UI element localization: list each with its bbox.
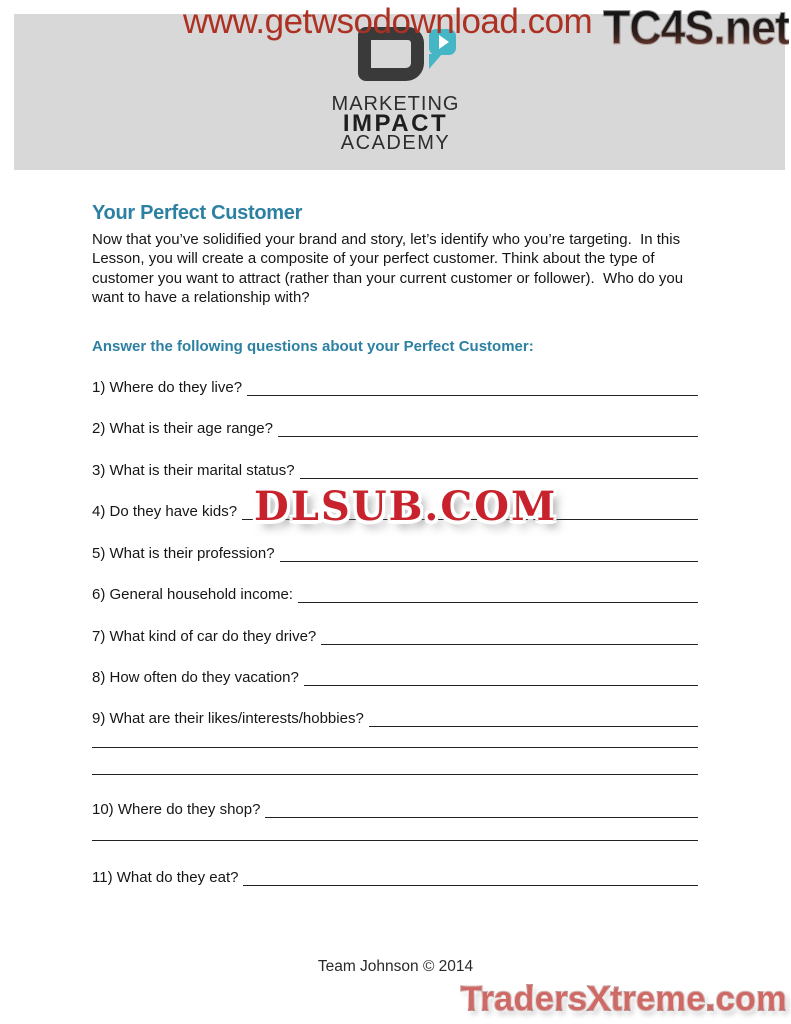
question-row-10 — [92, 801, 698, 818]
watermark-dlsub: DLSUB.COM — [254, 483, 558, 530]
watermark-top-url: www.getwsodownload.com — [183, 2, 593, 41]
question-label: 2) What is their age range? — [92, 420, 273, 437]
footer-copyright: Team Johnson © 2014 — [317, 958, 474, 975]
answer-line — [278, 421, 698, 437]
question-row-11 — [92, 869, 698, 886]
question-row-6 — [92, 586, 698, 603]
answer-line — [300, 463, 698, 479]
answer-line — [280, 546, 698, 562]
question-label: 5) What is their profession? — [92, 545, 275, 562]
questions-prompt: Answer the following questions about your Perfect Customer: — [92, 338, 534, 355]
answer-line — [321, 629, 698, 645]
question-label: 4) Do they have kids? — [92, 503, 238, 520]
question-label: 1) Where do they live? — [92, 379, 243, 396]
question-row-1 — [92, 379, 698, 396]
brand-line-marketing: MARKETING — [331, 93, 460, 115]
question-row-7 — [92, 628, 698, 645]
question-row-9 — [92, 710, 698, 727]
question-row-5 — [92, 545, 698, 562]
watermark-tradersxtreme: TradersXtreme.com — [461, 980, 787, 1018]
answer-line-extra — [92, 774, 698, 775]
question-row-3 — [92, 462, 698, 479]
answer-line — [369, 711, 698, 727]
page-title: Your Perfect Customer — [92, 202, 303, 224]
question-label: 6) General household income: — [92, 586, 293, 603]
brand-line-impact: IMPACT — [342, 110, 449, 137]
answer-line-extra — [92, 840, 698, 841]
answer-line — [304, 670, 698, 686]
question-label: 8) How often do they vacation? — [92, 669, 299, 686]
answer-line-extra — [92, 747, 698, 748]
question-label: 7) What kind of car do they drive? — [92, 628, 317, 645]
question-label: 9) What are their likes/interests/hobbies? — [92, 710, 364, 727]
question-label: 10) Where do they shop? — [92, 801, 261, 818]
watermark-tc4s: TC4S.net — [602, 2, 789, 55]
question-row-2 — [92, 420, 698, 437]
question-label: 3) What is their marital status? — [92, 462, 295, 479]
answer-line — [247, 380, 698, 396]
answer-line — [298, 587, 698, 603]
intro-paragraph: Now that you’ve solidified your brand and story, let’s identify who you’re targeting. In this Lesson, you will create a composite of your perfect customer. Think about the type of customer you want to attract (rather than your current customer or follower). Who do you want to have a relationship with? — [92, 231, 688, 307]
answer-line — [243, 870, 698, 886]
question-row-8 — [92, 669, 698, 686]
bubble-tail-icon — [429, 54, 442, 69]
answer-line — [265, 802, 698, 818]
question-label: 11) What do they eat? — [92, 869, 239, 886]
brand-line-academy: ACADEMY — [340, 132, 451, 154]
